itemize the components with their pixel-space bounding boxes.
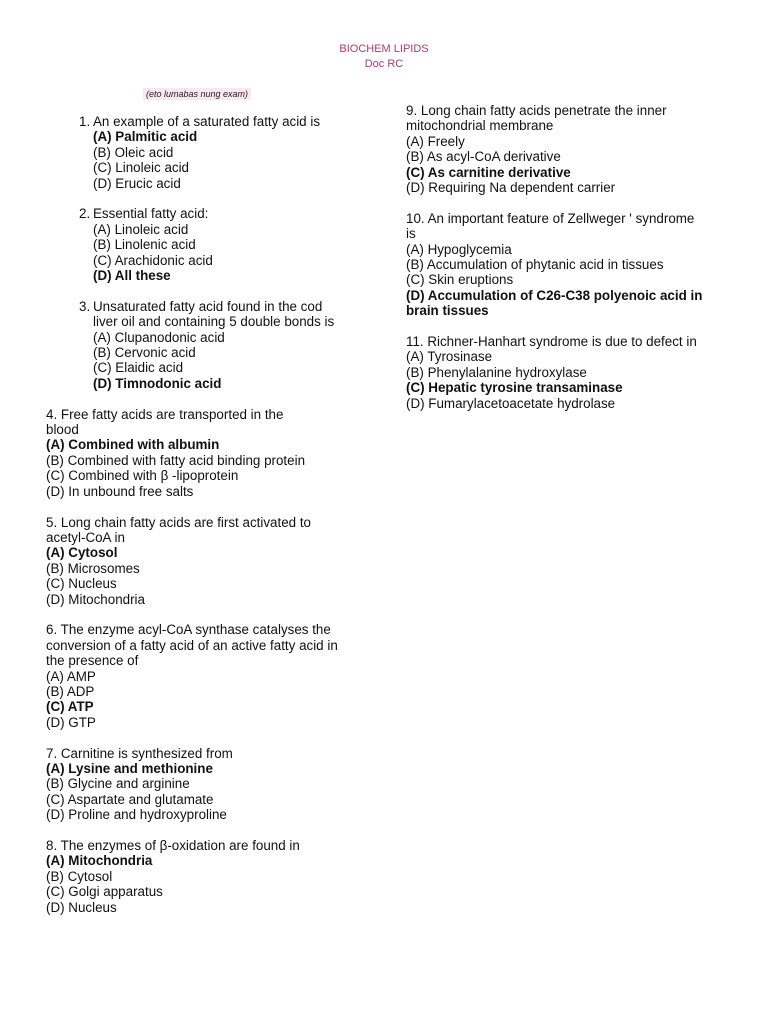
- question-item: [46, 299, 366, 391]
- question-text-line: [46, 114, 366, 129]
- answer-option-correct: (A) Palmitic acid: [93, 129, 198, 145]
- document-author: Doc RC: [364, 58, 404, 70]
- indented-questions: [46, 114, 366, 391]
- answer-option: (B) Phenylalanine hydroxylase: [406, 364, 587, 380]
- answer-option: (C) Aspartate and glutamate: [46, 791, 214, 807]
- plain-questions-left: [46, 407, 366, 915]
- answer-option: (A) Hypoglycemia: [406, 241, 512, 257]
- answer-option-correct: brain tissues: [406, 303, 489, 319]
- answer-option: (D) Fumarylacetoacetate hydrolase: [406, 395, 616, 411]
- question-number: [46, 114, 93, 129]
- answer-option: (B) Cervonic acid: [93, 345, 196, 361]
- answer-option-correct: (A) Lysine and methionine: [46, 760, 213, 776]
- question-text-line: 8. The enzymes of β-oxidation are found in: [46, 837, 300, 853]
- question-text-line: [46, 299, 366, 314]
- question-item: [406, 211, 731, 319]
- question-text-line: conversion of a fatty acid of an active fatty acid in: [46, 637, 338, 653]
- question-text-line: the presence of: [46, 653, 139, 669]
- question-item: [46, 407, 366, 499]
- answer-option: (D) Nucleus: [46, 899, 117, 915]
- answer-option: (C) Elaidic acid: [93, 360, 184, 376]
- question-text-line: acetyl-CoA in: [46, 529, 125, 545]
- answer-option: (A) Tyrosinase: [406, 349, 493, 365]
- answer-option-correct: (C) ATP: [46, 699, 94, 715]
- answer-option-correct: (A) Mitochondria: [46, 853, 153, 869]
- answer-option-correct: (C) As carnitine derivative: [406, 164, 571, 180]
- answer-option: (A) Clupanodonic acid: [93, 329, 225, 345]
- answer-option: (B) Microsomes: [46, 560, 140, 576]
- answer-option: (B) As acyl-CoA derivative: [406, 149, 561, 165]
- plain-questions-right: [406, 103, 731, 411]
- question-item: [46, 515, 366, 607]
- question-item: [46, 746, 366, 823]
- question-text-line: 11. Richner-Hanhart syndrome is due to defect in: [406, 334, 697, 350]
- answer-option: (A) AMP: [46, 668, 96, 684]
- answer-option: (D) GTP: [46, 714, 96, 730]
- question-text-line: mitochondrial membrane: [406, 118, 554, 134]
- answer-option: (D) Proline and hydroxyproline: [46, 807, 227, 823]
- question-item: [46, 622, 366, 730]
- answer-option: (D) In unbound free salts: [46, 483, 194, 499]
- right-column: [406, 103, 731, 426]
- answer-option: (A) Freely: [406, 133, 465, 149]
- answer-option: (C) Combined with β -lipoprotein: [46, 468, 239, 484]
- question-text-line: [46, 314, 366, 329]
- question-text-line: 7. Carnitine is synthesized from: [46, 745, 233, 761]
- answer-option: (D) Mitochondria: [46, 591, 145, 607]
- answer-option-correct: (C) Hepatic tyrosine transaminase: [406, 380, 623, 396]
- question-number: [46, 206, 93, 221]
- question-text: Unsaturated fatty acid found in the cod: [93, 298, 323, 314]
- question-text-line: 10. An important feature of Zellweger ' syndrome: [406, 210, 695, 226]
- answer-option: (A) Linoleic acid: [93, 221, 189, 237]
- question-item: [406, 103, 731, 195]
- answer-option: (B) Accumulation of phytanic acid in tissues: [406, 257, 664, 273]
- answer-option: (B) Oleic acid: [93, 144, 174, 160]
- answer-option: (D) Erucic acid: [93, 175, 181, 191]
- question-item: [46, 206, 366, 283]
- answer-option: (D) Requiring Na dependent carrier: [406, 180, 616, 196]
- question-number: [46, 314, 93, 329]
- question-text: Essential fatty acid:: [93, 206, 209, 222]
- answer-option: (B) Cytosol: [46, 868, 113, 884]
- document-header: [0, 42, 768, 72]
- question-item: [46, 838, 366, 915]
- question-number-label: 3.: [79, 298, 91, 314]
- question-item: [406, 334, 731, 411]
- document-title: BIOCHEM LIPIDS: [339, 43, 429, 55]
- question-text-line: is: [406, 226, 416, 242]
- exam-note: (eto lumabas nung exam): [143, 88, 251, 100]
- answer-option: (C) Linoleic acid: [93, 160, 190, 176]
- question-text-line: 6. The enzyme acyl-CoA synthase catalyses the: [46, 622, 331, 638]
- answer-option-correct: (A) Cytosol: [46, 545, 118, 561]
- question-text-line: [46, 206, 366, 221]
- answer-option-correct: (D) Timnodonic acid: [93, 375, 222, 391]
- question-number-label: 2.: [79, 206, 91, 222]
- answer-option-correct: (D) Accumulation of C26-C38 polyenoic acid in: [406, 287, 703, 303]
- answer-option: (B) Linolenic acid: [93, 237, 196, 253]
- answer-option: (C) Golgi apparatus: [46, 884, 163, 900]
- left-column: [46, 114, 366, 930]
- question-text-line: 4. Free fatty acids are transported in the: [46, 406, 284, 422]
- answer-option-correct: (A) Combined with albumin: [46, 437, 220, 453]
- question-text-line: 5. Long chain fatty acids are first activated to: [46, 514, 311, 530]
- answer-option-correct: (D) All these: [93, 268, 171, 284]
- answer-option: (C) Arachidonic acid: [93, 252, 213, 268]
- question-text: An example of a saturated fatty acid is: [93, 114, 321, 129]
- question-item: [46, 114, 366, 191]
- question-number-label: 1.: [79, 114, 91, 129]
- answer-option: (C) Nucleus: [46, 576, 117, 592]
- question-text: liver oil and containing 5 double bonds is: [93, 314, 335, 330]
- answer-option: (C) Skin eruptions: [406, 272, 514, 288]
- answer-option: (B) Glycine and arginine: [46, 776, 190, 792]
- answer-option: (B) ADP: [46, 683, 95, 699]
- question-text-line: 9. Long chain fatty acids penetrate the inner: [406, 103, 667, 118]
- answer-option: (B) Combined with fatty acid binding protein: [46, 452, 306, 468]
- question-text-line: blood: [46, 422, 79, 438]
- question-number: [46, 299, 93, 314]
